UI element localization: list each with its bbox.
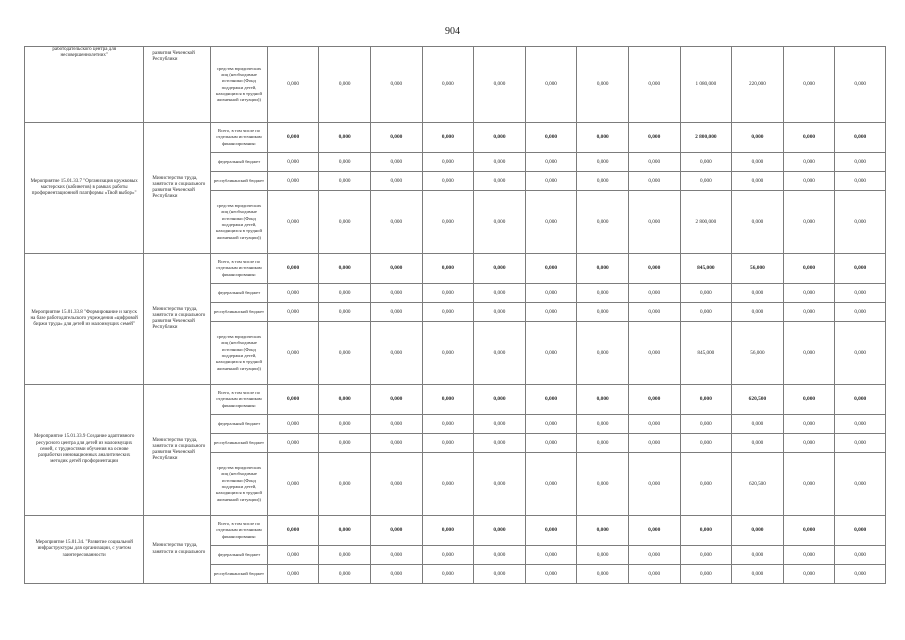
- executor-cell: развития Чеченской Республики: [144, 47, 211, 123]
- funding-source-cell: федеральный бюджет: [211, 415, 268, 434]
- value-cell: 0,000: [422, 385, 474, 415]
- value-cell: 0,000: [577, 385, 629, 415]
- value-cell: 0,000: [628, 303, 680, 322]
- value-cell: 0,000: [474, 254, 526, 284]
- value-cell: 0,000: [628, 254, 680, 284]
- funding-source-cell: Всего, в том числе по отдельным источникам финансирования:: [211, 516, 268, 546]
- value-cell: 0,000: [577, 303, 629, 322]
- value-cell: 0,000: [732, 191, 784, 254]
- value-cell: 0,000: [732, 284, 784, 303]
- value-cell: 0,000: [525, 191, 577, 254]
- value-cell: 56,000: [732, 254, 784, 284]
- value-cell: 0,000: [732, 565, 784, 584]
- value-cell: 1 080,000: [680, 47, 732, 123]
- value-cell: 0,000: [370, 47, 422, 123]
- value-cell: 0,000: [628, 172, 680, 191]
- funding-source-cell: средства юридических лиц (необходимые источники (Фонд поддержки детей, находящихся в трудной жизненной ситуации)): [211, 322, 268, 385]
- value-cell: 0,000: [628, 415, 680, 434]
- value-cell: 0,000: [474, 47, 526, 123]
- value-cell: 0,000: [783, 546, 835, 565]
- value-cell: 0,000: [680, 516, 732, 546]
- value-cell: 0,000: [835, 434, 886, 453]
- funding-source-cell: федеральный бюджет: [211, 153, 268, 172]
- value-cell: 0,000: [835, 172, 886, 191]
- value-cell: 0,000: [577, 516, 629, 546]
- value-cell: 0,000: [370, 415, 422, 434]
- value-cell: 0,000: [370, 434, 422, 453]
- value-cell: 0,000: [474, 415, 526, 434]
- value-cell: 0,000: [628, 546, 680, 565]
- value-cell: 0,000: [525, 303, 577, 322]
- value-cell: 0,000: [267, 284, 319, 303]
- value-cell: 0,000: [474, 303, 526, 322]
- value-cell: 0,000: [319, 172, 371, 191]
- measure-cell: работодательского центра для несовершеннолетних": [25, 47, 144, 123]
- value-cell: 0,000: [680, 303, 732, 322]
- funding-source-cell: республиканский бюджет: [211, 172, 268, 191]
- value-cell: 0,000: [267, 516, 319, 546]
- value-cell: 2 800,000: [680, 191, 732, 254]
- value-cell: 0,000: [783, 322, 835, 385]
- value-cell: 0,000: [835, 191, 886, 254]
- value-cell: 0,000: [267, 415, 319, 434]
- value-cell: 0,000: [319, 434, 371, 453]
- value-cell: 0,000: [422, 254, 474, 284]
- value-cell: 0,000: [783, 434, 835, 453]
- value-cell: 0,000: [370, 322, 422, 385]
- value-cell: 0,000: [525, 546, 577, 565]
- value-cell: 0,000: [267, 385, 319, 415]
- table-row: [25, 516, 886, 546]
- value-cell: 0,000: [525, 385, 577, 415]
- value-cell: 0,000: [525, 123, 577, 153]
- value-cell: 0,000: [525, 172, 577, 191]
- value-cell: 0,000: [577, 254, 629, 284]
- value-cell: 0,000: [783, 565, 835, 584]
- value-cell: 0,000: [267, 453, 319, 516]
- value-cell: 0,000: [370, 123, 422, 153]
- value-cell: 0,000: [422, 47, 474, 123]
- value-cell: 0,000: [783, 284, 835, 303]
- value-cell: 0,000: [474, 191, 526, 254]
- value-cell: 0,000: [628, 385, 680, 415]
- value-cell: 0,000: [680, 415, 732, 434]
- value-cell: 0,000: [732, 434, 784, 453]
- value-cell: 845,000: [680, 254, 732, 284]
- value-cell: 0,000: [267, 153, 319, 172]
- value-cell: 0,000: [422, 172, 474, 191]
- value-cell: 0,000: [319, 284, 371, 303]
- value-cell: 0,000: [628, 123, 680, 153]
- measure-cell: Мероприятие 15.01.34. "Развитие социальной инфраструктуры для организации, с учетом заинтересованности: [25, 516, 144, 584]
- value-cell: 0,000: [835, 123, 886, 153]
- value-cell: 0,000: [525, 565, 577, 584]
- table-row: [25, 47, 886, 123]
- value-cell: 0,000: [422, 322, 474, 385]
- value-cell: 0,000: [628, 47, 680, 123]
- value-cell: 0,000: [370, 546, 422, 565]
- value-cell: 0,000: [525, 415, 577, 434]
- value-cell: 0,000: [835, 322, 886, 385]
- measure-cell: Мероприятие 15.01.33.8 "Формирование и запуск на базе работодательского учреждения «цифровой биржи труда» для детей из малоимущих семей": [25, 254, 144, 385]
- value-cell: 56,000: [732, 322, 784, 385]
- value-cell: 0,000: [370, 385, 422, 415]
- value-cell: 0,000: [577, 434, 629, 453]
- value-cell: 0,000: [422, 434, 474, 453]
- value-cell: 0,000: [319, 303, 371, 322]
- value-cell: 0,000: [370, 284, 422, 303]
- value-cell: 0,000: [628, 453, 680, 516]
- value-cell: 620,500: [732, 385, 784, 415]
- value-cell: 0,000: [474, 123, 526, 153]
- value-cell: 0,000: [577, 453, 629, 516]
- value-cell: 0,000: [732, 415, 784, 434]
- value-cell: 0,000: [370, 191, 422, 254]
- funding-source-cell: федеральный бюджет: [211, 284, 268, 303]
- value-cell: 0,000: [732, 153, 784, 172]
- value-cell: 0,000: [577, 47, 629, 123]
- value-cell: 0,000: [783, 453, 835, 516]
- value-cell: 0,000: [783, 191, 835, 254]
- value-cell: 0,000: [680, 546, 732, 565]
- value-cell: 0,000: [680, 284, 732, 303]
- value-cell: 0,000: [267, 303, 319, 322]
- funding-source-cell: республиканский бюджет: [211, 565, 268, 584]
- value-cell: 0,000: [577, 172, 629, 191]
- value-cell: 0,000: [680, 434, 732, 453]
- value-cell: 0,000: [732, 123, 784, 153]
- value-cell: 0,000: [370, 303, 422, 322]
- value-cell: 0,000: [783, 303, 835, 322]
- value-cell: 0,000: [319, 47, 371, 123]
- value-cell: 0,000: [474, 153, 526, 172]
- value-cell: 0,000: [319, 385, 371, 415]
- value-cell: 0,000: [525, 284, 577, 303]
- value-cell: 0,000: [783, 254, 835, 284]
- value-cell: 0,000: [835, 284, 886, 303]
- value-cell: 0,000: [370, 172, 422, 191]
- value-cell: 0,000: [835, 565, 886, 584]
- funding-source-cell: республиканский бюджет: [211, 434, 268, 453]
- value-cell: 620,500: [732, 453, 784, 516]
- value-cell: 0,000: [835, 516, 886, 546]
- page-number: 904: [445, 26, 460, 37]
- value-cell: 0,000: [474, 453, 526, 516]
- value-cell: 0,000: [732, 303, 784, 322]
- value-cell: 0,000: [422, 565, 474, 584]
- value-cell: 0,000: [319, 254, 371, 284]
- value-cell: 0,000: [267, 172, 319, 191]
- table-row: [25, 385, 886, 415]
- value-cell: 0,000: [474, 284, 526, 303]
- value-cell: 0,000: [422, 153, 474, 172]
- funding-source-cell: Всего, в том числе по отдельным источникам финансирования:: [211, 123, 268, 153]
- value-cell: 0,000: [732, 172, 784, 191]
- value-cell: 0,000: [783, 172, 835, 191]
- value-cell: 0,000: [319, 546, 371, 565]
- value-cell: 0,000: [628, 191, 680, 254]
- value-cell: 0,000: [577, 153, 629, 172]
- value-cell: 0,000: [783, 47, 835, 123]
- value-cell: 0,000: [474, 172, 526, 191]
- value-cell: 0,000: [835, 153, 886, 172]
- value-cell: 0,000: [422, 284, 474, 303]
- value-cell: 0,000: [319, 565, 371, 584]
- value-cell: 0,000: [680, 172, 732, 191]
- value-cell: 0,000: [835, 303, 886, 322]
- value-cell: 0,000: [783, 415, 835, 434]
- value-cell: 0,000: [525, 254, 577, 284]
- value-cell: 0,000: [319, 453, 371, 516]
- value-cell: 0,000: [525, 434, 577, 453]
- value-cell: 0,000: [474, 546, 526, 565]
- value-cell: 0,000: [835, 254, 886, 284]
- value-cell: 0,000: [835, 415, 886, 434]
- value-cell: 2 800,000: [680, 123, 732, 153]
- value-cell: 0,000: [474, 565, 526, 584]
- value-cell: 0,000: [628, 565, 680, 584]
- value-cell: 220,000: [732, 47, 784, 123]
- funding-source-cell: Всего, в том числе по отдельным источникам финансирования:: [211, 385, 268, 415]
- funding-table: [24, 46, 886, 584]
- value-cell: 0,000: [628, 322, 680, 385]
- value-cell: 0,000: [628, 284, 680, 303]
- value-cell: 0,000: [370, 565, 422, 584]
- value-cell: 0,000: [783, 123, 835, 153]
- value-cell: 0,000: [422, 415, 474, 434]
- value-cell: 0,000: [319, 322, 371, 385]
- value-cell: 0,000: [319, 191, 371, 254]
- value-cell: 0,000: [783, 385, 835, 415]
- value-cell: 0,000: [577, 322, 629, 385]
- value-cell: 0,000: [680, 565, 732, 584]
- value-cell: 0,000: [267, 254, 319, 284]
- value-cell: 0,000: [422, 303, 474, 322]
- value-cell: 0,000: [319, 123, 371, 153]
- value-cell: 0,000: [267, 565, 319, 584]
- value-cell: 0,000: [732, 516, 784, 546]
- value-cell: 0,000: [370, 153, 422, 172]
- value-cell: 0,000: [680, 385, 732, 415]
- value-cell: 0,000: [628, 153, 680, 172]
- executor-cell: Министерство труда, занятости и социального: [144, 516, 211, 584]
- funding-source-cell: Всего, в том числе по отдельным источникам финансирования:: [211, 254, 268, 284]
- value-cell: 0,000: [525, 47, 577, 123]
- value-cell: 0,000: [835, 47, 886, 123]
- value-cell: 0,000: [577, 191, 629, 254]
- funding-source-cell: средства юридических лиц (необходимые источники (Фонд поддержки детей, находящихся в трудной жизненной ситуации)): [211, 191, 268, 254]
- value-cell: 0,000: [319, 516, 371, 546]
- value-cell: 0,000: [474, 322, 526, 385]
- value-cell: 0,000: [577, 546, 629, 565]
- value-cell: 0,000: [680, 453, 732, 516]
- value-cell: 0,000: [267, 322, 319, 385]
- funding-source-cell: средства юридических лиц (необходимые источники (Фонд поддержки детей, находящихся в трудной жизненной ситуации)): [211, 453, 268, 516]
- value-cell: 0,000: [422, 453, 474, 516]
- measure-cell: Мероприятие 15.01.33.7 "Организация кружковых мастерских (кабинетов) в рамках работы профориентационной платформы «Твой выбор»": [25, 123, 144, 254]
- value-cell: 0,000: [577, 284, 629, 303]
- value-cell: 0,000: [370, 254, 422, 284]
- value-cell: 0,000: [267, 191, 319, 254]
- value-cell: 0,000: [525, 453, 577, 516]
- value-cell: 0,000: [628, 516, 680, 546]
- value-cell: 0,000: [732, 546, 784, 565]
- table-row: [25, 254, 886, 284]
- value-cell: 0,000: [267, 434, 319, 453]
- value-cell: 0,000: [370, 516, 422, 546]
- value-cell: 0,000: [577, 565, 629, 584]
- value-cell: 845,000: [680, 322, 732, 385]
- value-cell: 0,000: [267, 47, 319, 123]
- value-cell: 0,000: [474, 516, 526, 546]
- value-cell: 0,000: [577, 123, 629, 153]
- value-cell: 0,000: [783, 153, 835, 172]
- funding-source-cell: республиканский бюджет: [211, 303, 268, 322]
- executor-cell: Министерство труда, занятости и социального развития Чеченской Республики: [144, 385, 211, 516]
- value-cell: 0,000: [525, 322, 577, 385]
- value-cell: 0,000: [628, 434, 680, 453]
- value-cell: 0,000: [525, 153, 577, 172]
- value-cell: 0,000: [835, 453, 886, 516]
- funding-source-cell: средства юридических лиц (необходимые источники (Фонд поддержки детей, находящихся в трудной жизненной ситуации)): [211, 47, 268, 123]
- value-cell: 0,000: [680, 153, 732, 172]
- value-cell: 0,000: [422, 191, 474, 254]
- funding-source-cell: федеральный бюджет: [211, 546, 268, 565]
- value-cell: 0,000: [525, 516, 577, 546]
- value-cell: 0,000: [370, 453, 422, 516]
- measure-cell: Мероприятие 15.01.33.9 Создание адаптивного ресурсного центра для детей из малоимущих семей, с трудностями обучения на основе разработки инновационных аналитических методик детей профориентации: [25, 385, 144, 516]
- value-cell: 0,000: [422, 546, 474, 565]
- value-cell: 0,000: [835, 385, 886, 415]
- table-row: [25, 123, 886, 153]
- value-cell: 0,000: [422, 516, 474, 546]
- value-cell: 0,000: [422, 123, 474, 153]
- value-cell: 0,000: [835, 546, 886, 565]
- value-cell: 0,000: [319, 415, 371, 434]
- value-cell: 0,000: [783, 516, 835, 546]
- executor-cell: Министерство труда, занятости и социального развития Чеченской Республики: [144, 254, 211, 385]
- executor-cell: Министерство труда, занятости и социального развития Чеченской Республики: [144, 123, 211, 254]
- value-cell: 0,000: [577, 415, 629, 434]
- value-cell: 0,000: [267, 546, 319, 565]
- value-cell: 0,000: [319, 153, 371, 172]
- value-cell: 0,000: [474, 434, 526, 453]
- value-cell: 0,000: [267, 123, 319, 153]
- value-cell: 0,000: [474, 385, 526, 415]
